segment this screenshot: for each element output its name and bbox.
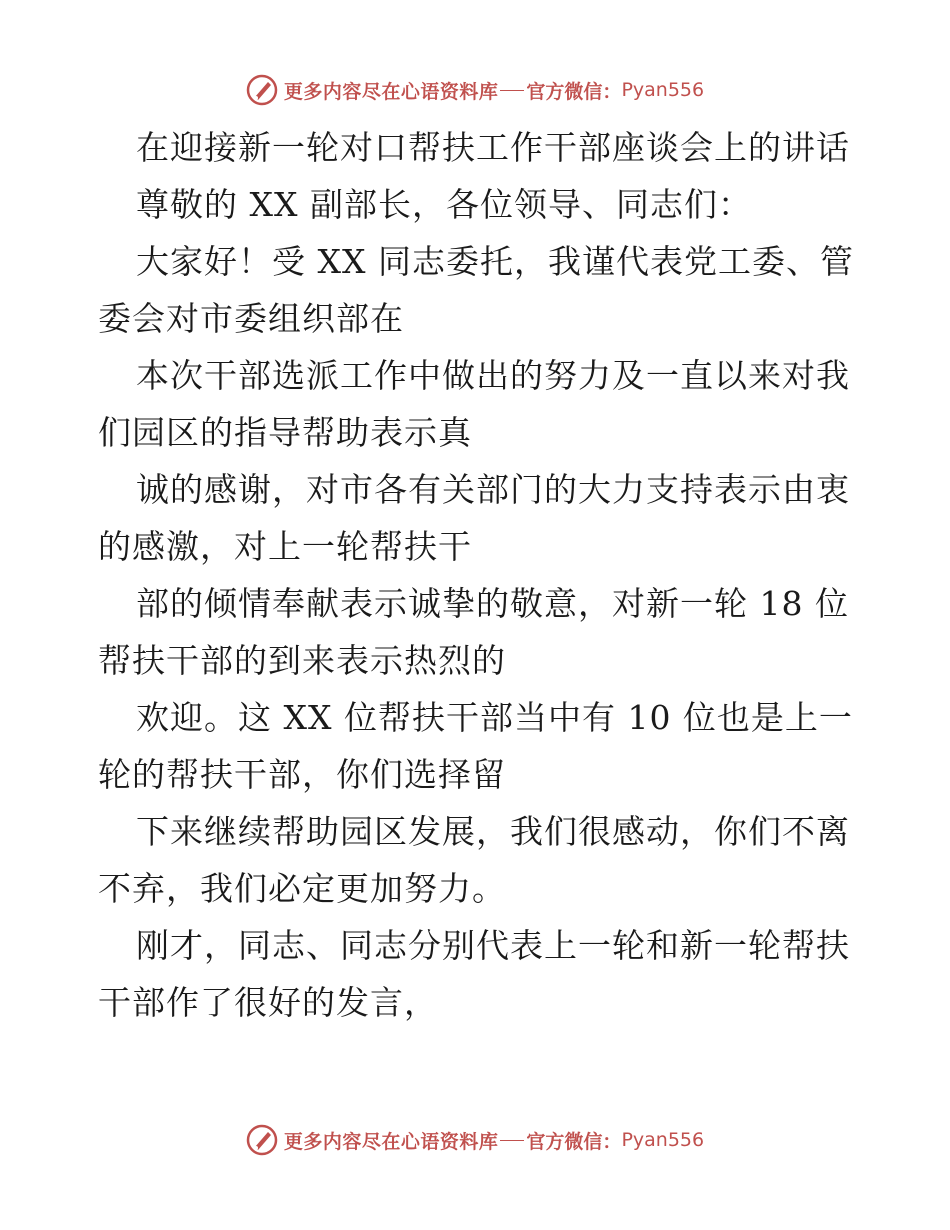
watermark-dash xyxy=(500,1140,524,1141)
header-watermark xyxy=(0,72,950,108)
logo-icon xyxy=(246,74,278,106)
watermark-brand-text: 更多内容尽在心语资料库 xyxy=(283,80,499,103)
watermark-wechat-id: Pyan556 xyxy=(621,79,705,101)
paragraph-line: 下来继续帮助园区发展，我们很感动，你们不离 xyxy=(136,812,850,851)
paragraph-line: 部的倾情奉献表示诚挚的敬意，对新一轮 18 位 xyxy=(136,584,849,623)
paragraph-line: 不弃，我们必定更加努力。 xyxy=(98,869,506,908)
document-body xyxy=(98,124,854,1036)
watermark-wechat-id: Pyan556 xyxy=(621,1129,705,1151)
watermark-brand-text: 更多内容尽在心语资料库 xyxy=(283,1130,499,1153)
paragraph-line: 干部作了很好的发言， xyxy=(98,983,438,1022)
paragraph-line: 大家好！受 XX 同志委托，我谨代表党工委、管 xyxy=(136,242,854,281)
salutation: 尊敬的 XX 副部长，各位领导、同志们： xyxy=(136,185,752,224)
paragraph-line: 本次干部选派工作中做出的努力及一直以来对我 xyxy=(136,356,850,395)
footer-watermark xyxy=(0,1122,950,1158)
paragraph-line: 帮扶干部的到来表示热烈的 xyxy=(98,641,506,680)
paragraph-line: 刚才，同志、同志分别代表上一轮和新一轮帮扶 xyxy=(136,926,850,965)
watermark-wechat-label: 官方微信： xyxy=(526,1130,622,1153)
paragraph-line: 委会对市委组织部在 xyxy=(98,299,404,338)
paragraph-line: 轮的帮扶干部，你们选择留 xyxy=(98,755,506,794)
logo-icon xyxy=(246,1124,278,1156)
paragraph-line: 的感激，对上一轮帮扶干 xyxy=(98,527,472,566)
watermark-wechat-label: 官方微信： xyxy=(526,80,622,103)
paragraph-line: 们园区的指导帮助表示真 xyxy=(98,413,472,452)
paragraph-line: 诚的感谢，对市各有关部门的大力支持表示由衷 xyxy=(136,470,850,509)
watermark-dash xyxy=(500,90,524,91)
paragraph-line: 欢迎。这 XX 位帮扶干部当中有 10 位也是上一 xyxy=(136,698,853,737)
document-title: 在迎接新一轮对口帮扶工作干部座谈会上的讲话 xyxy=(136,128,850,167)
